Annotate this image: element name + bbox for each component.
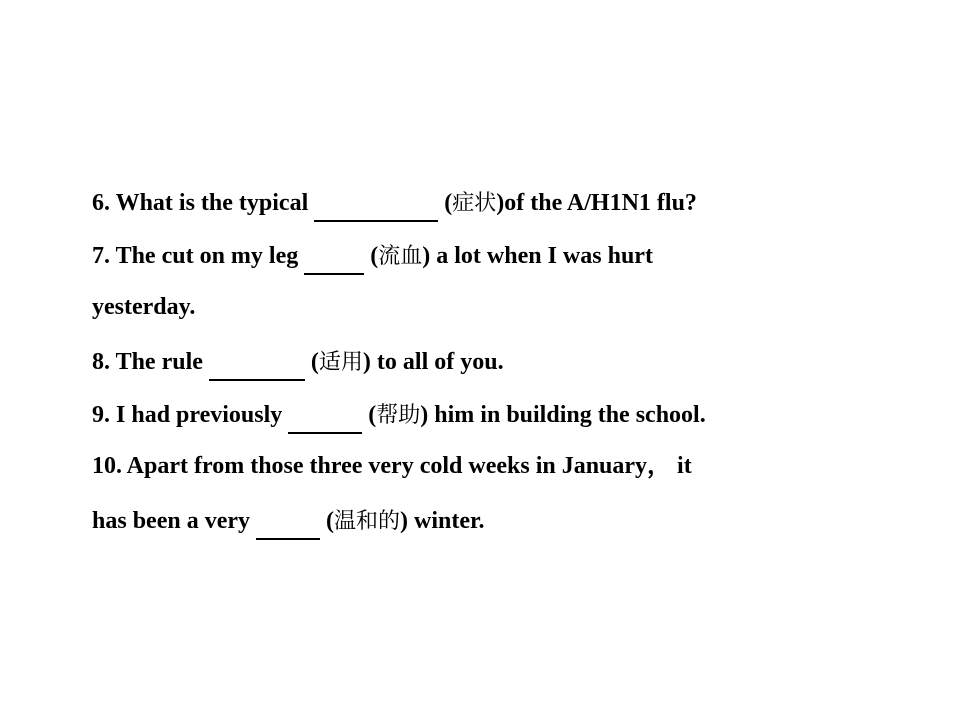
exercise-10-text-a: 10. Apart from those three very cold weeks in January， it: [92, 453, 692, 479]
exercise-8: [92, 345, 504, 381]
answer-blank-9: [288, 398, 362, 434]
exercise-6: [92, 186, 697, 222]
answer-blank-8: [209, 345, 305, 381]
exercise-10-chinese-hint: 温和的: [334, 509, 401, 534]
answer-blank-6: [314, 186, 438, 222]
exercise-10-text-d: ) winter.: [400, 508, 485, 534]
answer-blank-10: [256, 504, 320, 540]
exercise-10-text-c: (: [320, 508, 334, 534]
exercise-9-text-b: (: [362, 402, 377, 428]
exercise-6-chinese-hint: 症状: [452, 191, 497, 216]
exercise-7-text-d: yesterday.: [92, 294, 196, 320]
exercise-8-chinese-hint: 适用: [318, 350, 363, 375]
exercise-7-line-2: [92, 292, 195, 322]
exercise-10-text-b: has been a very: [92, 508, 256, 534]
exercise-7-text-c: ) a lot when I was hurt: [422, 243, 653, 269]
exercise-6-text-b: (: [438, 190, 453, 216]
exercise-10-line-2: [92, 504, 484, 540]
exercise-8-text-c: ) to all of you.: [362, 349, 504, 375]
answer-blank-7: [304, 239, 364, 275]
exercise-6-text-c: )of the A/H1N1 flu?: [496, 190, 697, 216]
exercise-8-text-a: 8. The rule: [92, 349, 209, 375]
exercise-7-text-a: 7. The cut on my leg: [92, 243, 305, 269]
exercise-10-line-1: [92, 451, 692, 481]
exercise-7-text-b: (: [364, 243, 379, 269]
exercise-8-text-b: (: [304, 349, 319, 375]
exercise-9: [92, 398, 706, 434]
exercise-9-text-a: 9. I had previously: [92, 402, 289, 428]
exercise-6-text-a: 6. What is the typical: [92, 190, 315, 216]
exercise-7-chinese-hint: 流血: [378, 244, 423, 269]
exercise-9-text-c: ) him in building the school.: [420, 402, 706, 428]
exercise-9-chinese-hint: 帮助: [376, 403, 421, 428]
exercise-7-line-1: [92, 239, 653, 275]
